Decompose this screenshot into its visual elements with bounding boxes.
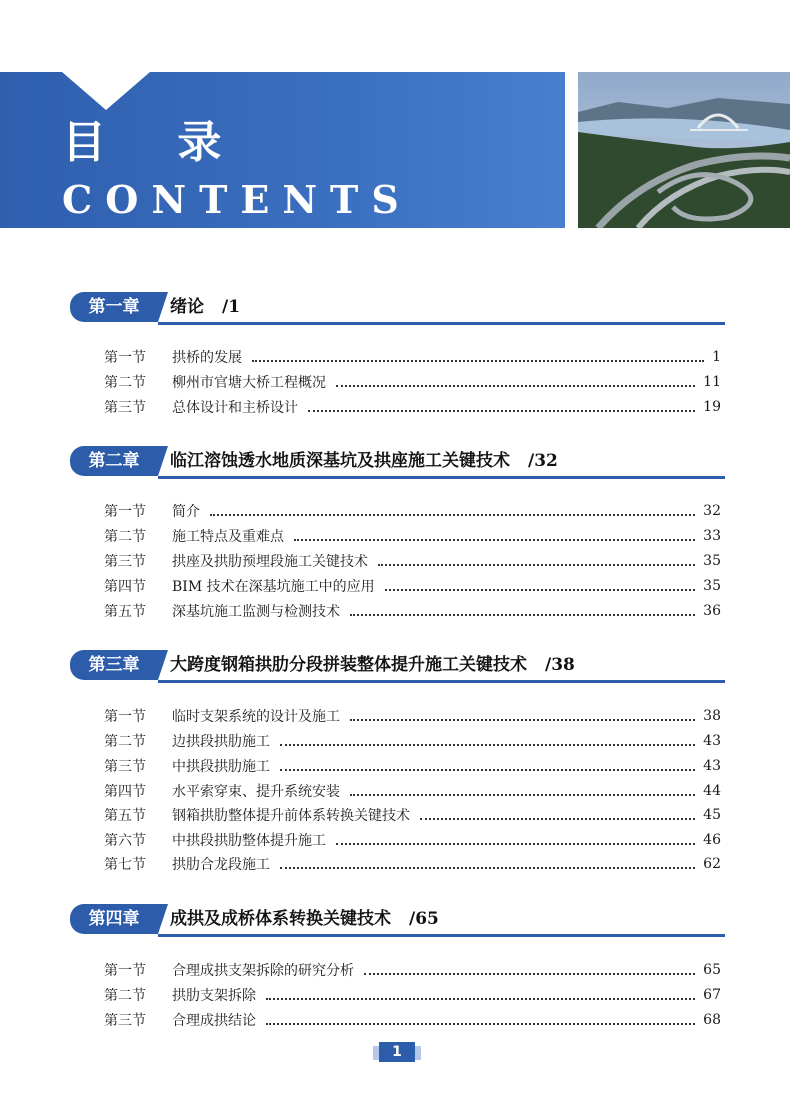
- dot-leader: [350, 793, 695, 796]
- chapter-1-header[interactable]: [70, 292, 725, 326]
- toc-entry[interactable]: [104, 704, 721, 728]
- section-title: 柳州市官塘大桥工程概况: [172, 375, 326, 391]
- section-label: 第六节: [104, 833, 146, 849]
- dot-leader: [420, 817, 695, 820]
- section-title: 拱肋合龙段施工: [172, 857, 270, 873]
- chapter-underline: [158, 680, 725, 683]
- section-title: 深基坑施工监测与检测技术: [172, 604, 340, 620]
- chapter-3-header[interactable]: [70, 650, 725, 684]
- section-label: 第四节: [104, 784, 146, 800]
- chapter-tag-slant: [158, 904, 168, 934]
- section-title: 拱肋支架拆除: [172, 988, 256, 1004]
- chapter-title: [170, 904, 439, 934]
- chapter-4-header[interactable]: [70, 904, 725, 938]
- toc-entry[interactable]: [104, 803, 721, 827]
- dot-leader: [378, 563, 695, 566]
- toc-entry[interactable]: [104, 549, 721, 573]
- dot-leader: [266, 997, 695, 1000]
- section-label: 第二节: [104, 988, 146, 1004]
- chapter-page: /1: [222, 297, 241, 317]
- dot-leader: [266, 1022, 695, 1025]
- dot-leader: [210, 513, 695, 516]
- section-label: 第一节: [104, 504, 146, 520]
- toc-entry[interactable]: [104, 983, 721, 1007]
- section-label: 第一节: [104, 963, 146, 979]
- toc-entry[interactable]: [104, 499, 721, 523]
- section-page: 65: [703, 962, 721, 978]
- section-page: 43: [703, 733, 721, 749]
- chapter-underline: [158, 934, 725, 937]
- chapter-label: 第一章: [70, 292, 158, 322]
- section-title: 拱座及拱肋预埋段施工关键技术: [172, 554, 368, 570]
- toc-entry[interactable]: [104, 828, 721, 852]
- toc-entry[interactable]: [104, 729, 721, 753]
- chapter-tag-slant: [158, 292, 168, 322]
- chapter-label: 第三章: [70, 650, 158, 680]
- banner-notch: [62, 72, 150, 110]
- dot-leader: [280, 866, 695, 869]
- chapter-tag-slant: [158, 446, 168, 476]
- section-title: BIM 技术在深基坑施工中的应用: [172, 579, 375, 595]
- bridge-photo-illustration: [578, 72, 790, 228]
- chapter-title-text: 大跨度钢箱拱肋分段拼装整体提升施工关键技术: [170, 655, 527, 675]
- section-title: 中拱段拱肋施工: [172, 759, 270, 775]
- toc-entry[interactable]: [104, 574, 721, 598]
- dot-leader: [280, 743, 695, 746]
- toc-entry[interactable]: [104, 345, 721, 369]
- toc-entry[interactable]: [104, 1008, 721, 1032]
- section-label: 第一节: [104, 709, 146, 725]
- chapter-title: [170, 650, 575, 680]
- toc-entry[interactable]: [104, 370, 721, 394]
- toc-entry[interactable]: [104, 599, 721, 623]
- chapter-title: [170, 446, 558, 476]
- section-page: 35: [703, 578, 721, 594]
- section-label: 第二节: [104, 734, 146, 750]
- section-title: 简介: [172, 504, 200, 520]
- section-page: 32: [703, 503, 721, 519]
- section-page: 19: [703, 399, 721, 415]
- section-page: 45: [703, 807, 721, 823]
- section-page: 62: [703, 856, 721, 872]
- section-label: 第三节: [104, 554, 146, 570]
- section-title: 临时支架系统的设计及施工: [172, 709, 340, 725]
- chapter-label: 第二章: [70, 446, 158, 476]
- section-title: 拱桥的发展: [172, 350, 242, 366]
- toc-entry[interactable]: [104, 524, 721, 548]
- section-page: 36: [703, 603, 721, 619]
- section-page: 33: [703, 528, 721, 544]
- dot-leader: [336, 384, 695, 387]
- section-title: 边拱段拱肋施工: [172, 734, 270, 750]
- section-title: 施工特点及重难点: [172, 529, 284, 545]
- section-label: 第四节: [104, 579, 146, 595]
- toc-entry[interactable]: [104, 754, 721, 778]
- section-label: 第三节: [104, 759, 146, 775]
- bridge-photo: [578, 72, 790, 228]
- dot-leader: [350, 718, 695, 721]
- page-number: 1: [379, 1042, 415, 1062]
- dot-leader: [308, 409, 695, 412]
- section-label: 第三节: [104, 400, 146, 416]
- section-title: 中拱段拱肋整体提升施工: [172, 833, 326, 849]
- section-label: 第二节: [104, 375, 146, 391]
- section-title: 合理成拱结论: [172, 1013, 256, 1029]
- section-label: 第五节: [104, 808, 146, 824]
- section-title: 总体设计和主桥设计: [172, 400, 298, 416]
- dot-leader: [336, 842, 695, 845]
- section-label: 第三节: [104, 1013, 146, 1029]
- chapter-underline: [158, 322, 725, 325]
- chapter-tag-slant: [158, 650, 168, 680]
- section-page: 44: [703, 783, 721, 799]
- chapter-title-text: 绪论: [170, 297, 204, 317]
- contents-title-cn: 目 录: [62, 117, 250, 168]
- section-title: 钢箱拱肋整体提升前体系转换关键技术: [172, 808, 410, 824]
- section-label: 第七节: [104, 857, 146, 873]
- section-page: 68: [703, 1012, 721, 1028]
- section-title: 合理成拱支架拆除的研究分析: [172, 963, 354, 979]
- contents-title-en: CONTENTS: [62, 177, 412, 222]
- section-page: 67: [703, 987, 721, 1003]
- dot-leader: [385, 588, 696, 591]
- toc-entry[interactable]: [104, 395, 721, 419]
- section-page: 46: [703, 832, 721, 848]
- section-label: 第一节: [104, 350, 146, 366]
- section-label: 第二节: [104, 529, 146, 545]
- dot-leader: [350, 613, 695, 616]
- dot-leader: [364, 972, 695, 975]
- chapter-title-text: 临江溶蚀透水地质深基坑及拱座施工关键技术: [170, 451, 510, 471]
- dot-leader: [280, 768, 695, 771]
- section-page: 38: [703, 708, 721, 724]
- chapter-underline: [158, 476, 725, 479]
- section-page: 1: [712, 349, 721, 365]
- chapter-title-text: 成拱及成桥体系转换关键技术: [170, 909, 391, 929]
- section-title: 水平索穿束、提升系统安装: [172, 784, 340, 800]
- toc-entry[interactable]: [104, 852, 721, 876]
- dot-leader: [252, 359, 704, 362]
- chapter-label: 第四章: [70, 904, 158, 934]
- chapter-page: /32: [528, 451, 558, 471]
- chapter-2-header[interactable]: [70, 446, 725, 480]
- section-label: 第五节: [104, 604, 146, 620]
- section-page: 35: [703, 553, 721, 569]
- dot-leader: [294, 538, 695, 541]
- section-page: 43: [703, 758, 721, 774]
- section-page: 11: [703, 374, 721, 390]
- toc-entry[interactable]: [104, 958, 721, 982]
- chapter-page: /65: [409, 909, 439, 929]
- toc-entry[interactable]: [104, 779, 721, 803]
- chapter-title: [170, 292, 240, 322]
- chapter-page: /38: [545, 655, 575, 675]
